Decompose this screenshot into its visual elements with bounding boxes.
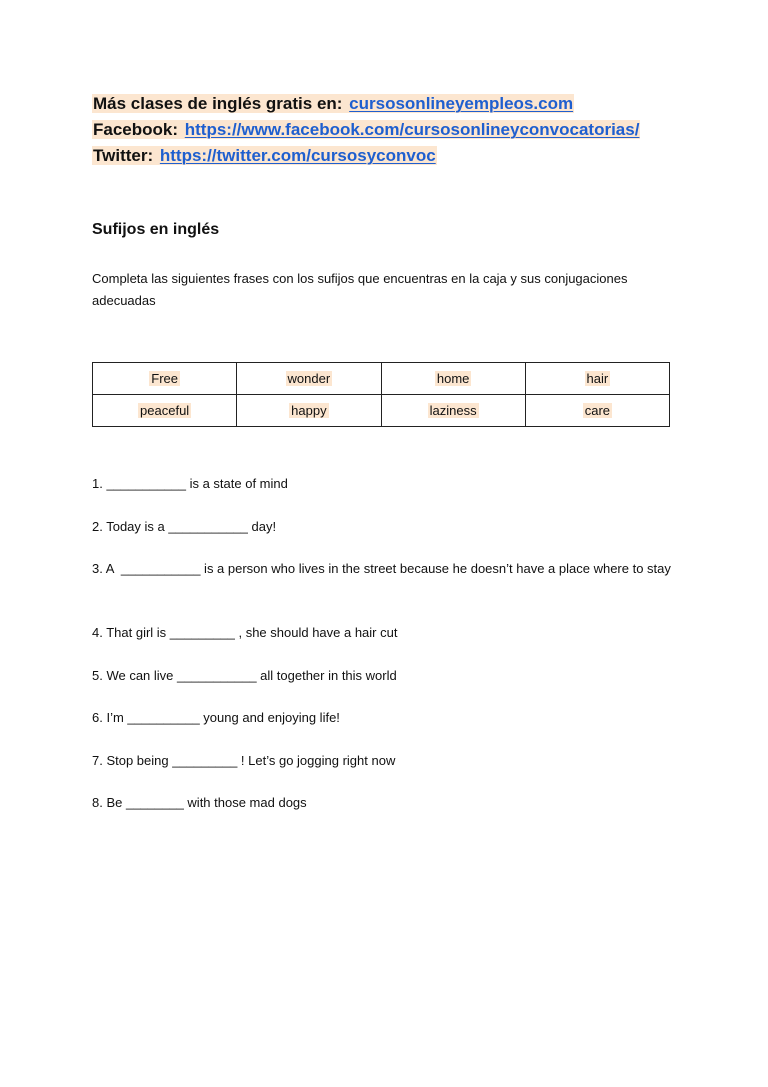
word-care: care — [584, 403, 611, 418]
word-peaceful: peaceful — [140, 403, 190, 418]
word-box-cell — [381, 395, 525, 427]
exercise-item-4: 4. That girl is _________ , she should have a hair cut — [92, 625, 398, 640]
header-classes-label: Más clases de inglés gratis en: — [93, 94, 348, 113]
word-box-table — [92, 362, 670, 427]
section-title: Sufijos en inglés — [92, 221, 220, 238]
exercise-item-1: 1. ___________ is a state of mind — [92, 476, 288, 491]
exercise-item-3: 3. A ___________ is a person who lives in the street because he doesn’t have a place where to stay — [92, 561, 671, 576]
exercise-item-6: 6. I’m __________ young and enjoying life! — [92, 710, 340, 725]
twitter-link[interactable]: https://twitter.com/cursosyconvoc — [159, 146, 436, 165]
word-home: home — [436, 371, 470, 386]
exercise-item-2: 2. Today is a ___________ day! — [92, 519, 277, 534]
word-box-row — [93, 395, 670, 427]
word-box-cell — [237, 363, 381, 395]
word-box-cell — [525, 363, 669, 395]
word-box-cell — [525, 395, 669, 427]
word-hair: hair — [586, 371, 609, 386]
word-happy: happy — [291, 403, 327, 418]
header-line-facebook — [92, 118, 640, 142]
word-box-row — [93, 363, 670, 395]
instructions-text: Completa las siguientes frases con los sufijos que encuentras en la caja y sus conjugaciones adecuadas — [92, 271, 628, 308]
word-box-cell — [381, 363, 525, 395]
exercise-item-7: 7. Stop being _________ ! Let’s go jogging right now — [92, 753, 396, 768]
header-twitter-label: Twitter: — [93, 146, 158, 165]
word-laziness: laziness — [429, 403, 477, 418]
word-box-cell — [93, 395, 237, 427]
header-facebook-label: Facebook: — [93, 120, 183, 139]
word-wonder: wonder — [287, 371, 331, 386]
header-line-twitter — [92, 144, 437, 168]
header-line-classes — [92, 92, 574, 116]
facebook-link[interactable]: https://www.facebook.com/cursosonlineyconvocatorias/ — [184, 120, 640, 139]
word-box-cell — [93, 363, 237, 395]
website-link[interactable]: cursosonlineyempleos.com — [349, 94, 574, 113]
word-box-cell — [237, 395, 381, 427]
exercise-item-8: 8. Be ________ with those mad dogs — [92, 795, 307, 810]
exercise-item-5: 5. We can live ___________ all together in this world — [92, 668, 397, 683]
word-free: Free — [151, 371, 178, 386]
